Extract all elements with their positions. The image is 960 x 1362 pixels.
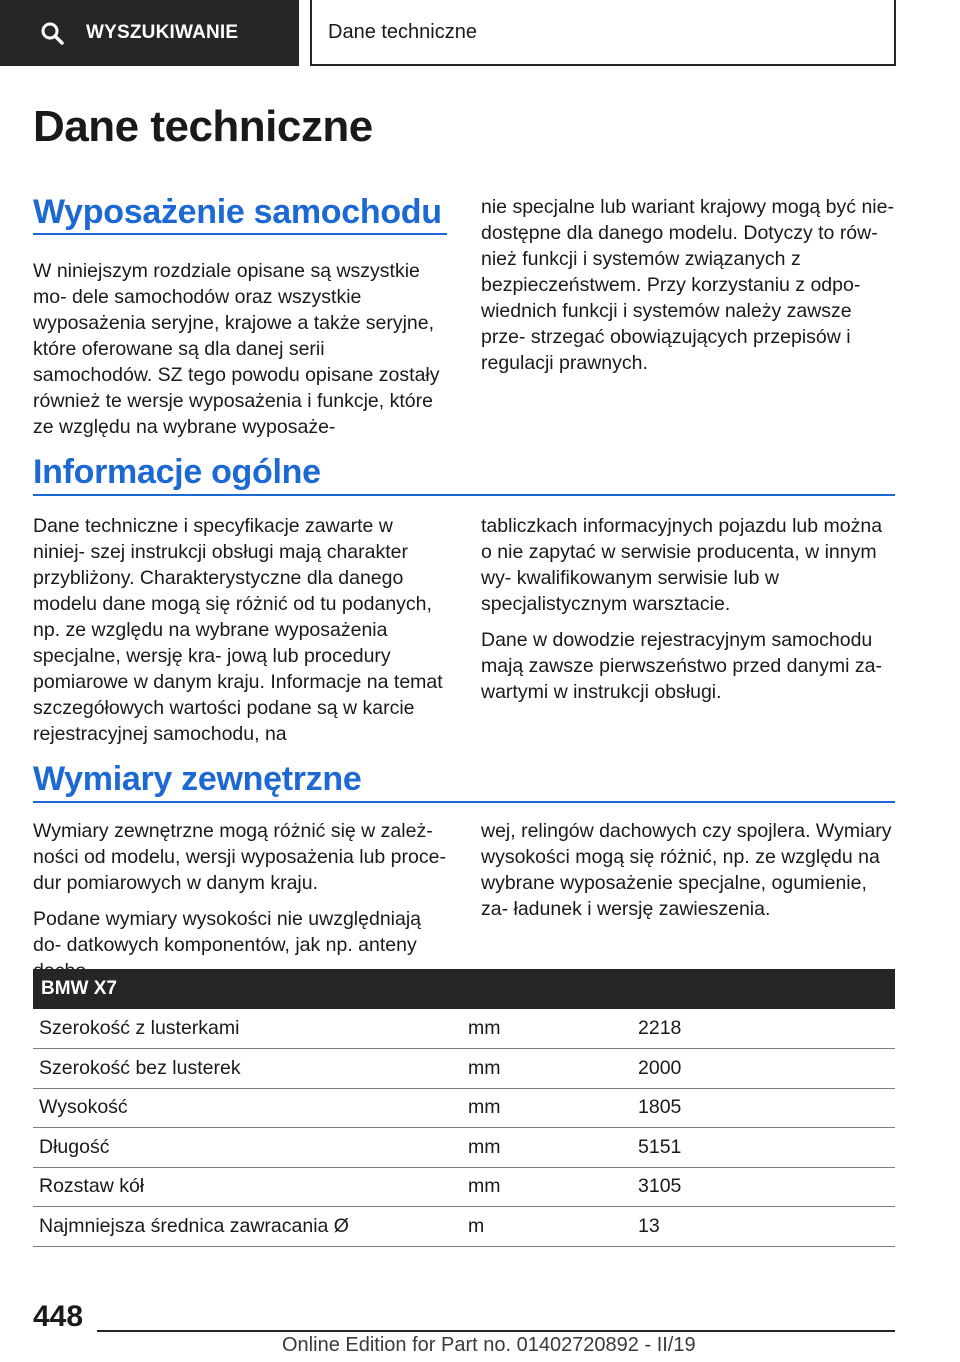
row-value: 13 (632, 1207, 895, 1247)
row-value: 1805 (632, 1088, 895, 1128)
footer-rule (97, 1330, 895, 1332)
row-unit: mm (466, 1088, 632, 1128)
row-label: Długość (33, 1128, 466, 1168)
row-label: Najmniejsza średnica zawracania Ø (33, 1207, 466, 1247)
dimensions-table (33, 969, 895, 1247)
section-equipment-right-column (481, 194, 895, 386)
section-general-right-column (481, 513, 895, 715)
row-label: Wysokość (33, 1088, 466, 1128)
table-header: BMW X7 (33, 969, 895, 1009)
section-title-exterior-dimensions: Wymiary zewnętrzne (33, 760, 362, 798)
row-unit: mm (466, 1009, 632, 1049)
paragraph: nie specjalne lub wariant krajowy mogą być nie‐ dostępne dla danego modelu. Dotyczy to rów‐ nież funkcji i systemów związanych z bezpieczeństwem. Przy korzystaniu z odpo‐ wiednich funkcji i systemów należy zawsze prze‐ strzegać obowiązujących przepisów i regulacji prawnych. (481, 196, 894, 374)
breadcrumb-label: Dane techniczne (328, 20, 477, 43)
paragraph: Dane w dowodzie rejestracyjnym samochodu mają zawsze pierwszeństwo przed danymi za‐ wartymi w instrukcji obsługi. (481, 629, 882, 703)
table-row (33, 1128, 895, 1168)
table-row (33, 1049, 895, 1089)
row-unit: mm (466, 1128, 632, 1168)
paragraph: Wymiary zewnętrzne mogą różnić się w zależ‐ ności od modelu, wersji wyposażenia lub proce‐ dur pomiarowych w danym kraju. (33, 820, 446, 894)
row-label: Rozstaw kół (33, 1167, 466, 1207)
section-dimensions-right-column (481, 818, 895, 932)
section-general-left-column (33, 513, 447, 757)
row-value: 2000 (632, 1049, 895, 1089)
row-label: Szerokość bez lusterek (33, 1049, 466, 1089)
paragraph: wej, relingów dachowych czy spojlera. Wymiary wysokości mogą się różnić, np. ze względu na wybrane wyposażenie specjalne, ogumienie, za‐ ładunek i wersję zawieszenia. (481, 820, 892, 920)
section-dimensions-left-column (33, 818, 447, 994)
section-rule (33, 233, 447, 235)
section-rule (33, 801, 895, 803)
table-row (33, 1207, 895, 1247)
row-value: 2218 (632, 1009, 895, 1049)
table-row (33, 1167, 895, 1207)
paragraph: tabliczkach informacyjnych pojazdu lub można o nie zapytać w serwisie producenta, w innym wy‐ kwalifikowanym serwisie lub w specjalistycznym warsztacie. (481, 515, 883, 615)
paragraph: Podane wymiary wysokości nie uwzględniają do‐ datkowych komponentów, jak np. anteny (33, 908, 422, 956)
row-label: Szerokość z lusterkami (33, 1009, 466, 1049)
top-bar (0, 0, 960, 66)
row-value: 3105 (632, 1167, 895, 1207)
search-button[interactable] (0, 0, 299, 66)
section-rule (33, 494, 895, 496)
page-number: 448 (33, 1300, 84, 1333)
search-icon (40, 21, 64, 45)
row-value: 5151 (632, 1128, 895, 1168)
section-title-general-info: Informacje ogólne (33, 453, 321, 491)
table-row (33, 1009, 895, 1049)
row-unit: mm (466, 1049, 632, 1089)
table-header-row (33, 969, 895, 1009)
row-unit: m (466, 1207, 632, 1247)
page-title: Dane techniczne (33, 102, 373, 151)
table-row (33, 1088, 895, 1128)
section-title-equipment: Wyposażenie samochodu (33, 193, 442, 231)
paragraph: W niniejszym rozdziale opisane są wszystkie mo‐ dele samochodów oraz wszystkie wyposażenia seryjne, krajowe a także seryjne, które oferowane są dla danej serii samochodów. SZ tego powodu opisane zostały również te wersje wyposażenia i funkcje, które ze względu na wybrane wyposaże‐ (33, 260, 440, 438)
section-equipment-left-column (33, 258, 447, 450)
footer-edition-text: Online Edition for Part no. 01402720892 - II/19 (282, 1334, 696, 1356)
breadcrumb[interactable] (310, 0, 896, 66)
paragraph: Dane techniczne i specyfikacje zawarte w niniej‐ szej instrukcji obsługi mają charakter przybliżony. Charakterystyczne dla danego modelu dane mogą się różnić od tu podanych, np. ze względu na wybrane wyposażenia specjalne, wersję kra‐ jową lub procedury pomiarowe w danym kraju. Informacje na temat szczegółowych wartości podane są w karcie rejestracyjnej samochodu, na (33, 515, 443, 745)
row-unit: mm (466, 1167, 632, 1207)
search-button-label: WYSZUKIWANIE (86, 22, 239, 43)
